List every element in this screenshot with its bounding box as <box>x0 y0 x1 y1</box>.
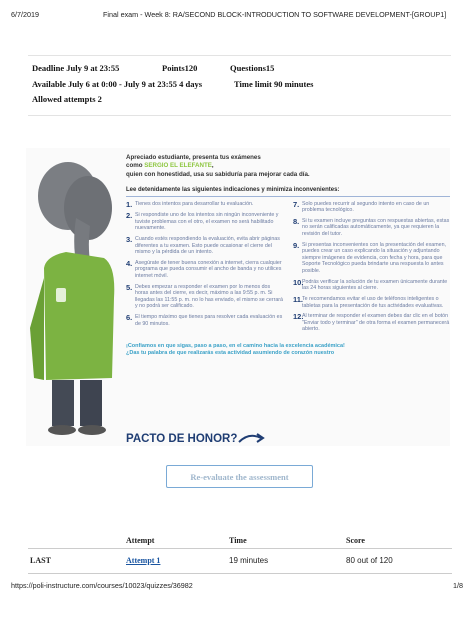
instruction-item: 2. Si respondiste uno de los intentos sin ningún inconveniente y tuviste problemas con el otro, el examen no será habilitado nuevamente. <box>126 211 279 232</box>
intro-line-2: como SERGIO EL ELEFANTE, <box>126 162 214 170</box>
instruction-item: 11. Te recomendamos evitar el uso de teléfonos inteligentes o tabletas para la presentación de tus actividades evaluativas. <box>293 294 444 309</box>
print-date: 6/7/2019 <box>11 10 39 19</box>
deadline-text: Deadline July 9 at 23:55 <box>32 63 120 73</box>
top-divider <box>28 55 451 56</box>
time-limit-text: Time limit 90 minutes <box>234 79 314 89</box>
print-footer <box>11 581 463 590</box>
intro-line-3: quien con honestidad, usa su sabiduría para mejorar cada día. <box>126 170 310 178</box>
reevaluate-button[interactable]: Re-evaluate the assessment <box>166 465 313 488</box>
instructions-right-column <box>293 201 450 337</box>
print-url: https://poli-instructure.com/courses/10023/quizzes/36982 <box>11 581 193 590</box>
instructions-subheading: Lee detenidamente las siguientes indicaciones y minimiza inconvenientes: <box>126 187 450 197</box>
banner-footer-line-2: ¿Das tu palabra de que realizarás esta actividad asumiendo de corazón nuestro <box>126 350 335 357</box>
time-column-header: Time <box>229 536 247 545</box>
attempt-score: 80 out of 120 <box>346 556 393 565</box>
table-header <box>28 532 452 548</box>
available-text: Available July 6 at 0:00 - July 9 at 23:55 4 days <box>32 79 203 89</box>
instructions-left-column <box>126 201 283 337</box>
instruction-item: 8. Si tu examen incluye preguntas con respuestas abiertas, estas no serán calificadas automáticamente, ya que requieren la revisión del tutor. <box>293 216 450 238</box>
banner-footer-line-1: ¡Confiamos en que sigas, paso a paso, en el camino hacia la excelencia académica! <box>126 342 345 349</box>
instruction-item: 3. Cuando estés respondiendo la evaluación, evita abrir páginas diferentes a tu examen. Esto puede ocasionar el cierre del mismo y la pérdida de un intento. <box>126 234 280 256</box>
intro-line-1: Apreciado estudiante, presenta tus exámenes <box>126 154 261 161</box>
instruction-item: 5. Debes empezar a responder el examen por lo menos dos horas antes del cierre, es decir, máximo a las 9:55 p. m. Si llegadas las 11:55 p. m. no lo has enviado, el mismo se cerrará y no podrá ser calificado. <box>126 282 283 310</box>
instruction-item: 9. Si presentas inconvenientes con la presentación del examen, puedes crear un caso explicando la situación y adjuntando siempre imágenes de evidencia, con fecha y hora, para que Soporte Tecnológico pueda brindarte una respuesta lo antes posible. <box>293 240 446 275</box>
handshake-arrow-icon <box>237 430 267 446</box>
points-text: Points120 <box>162 63 198 73</box>
row-label: LAST <box>30 556 51 565</box>
instruction-item: 12. Al terminar de responder el examen debes dar clic en el botón "Enviar todo y terminar" de otra forma el examen permanecerá abierto. <box>293 312 450 333</box>
instruction-item: 4. Asegúrate de tener buena conexión a internet, cierra cualquier programa que pueda consumir el ancho de banda y no utilices internet móvil. <box>126 258 282 279</box>
meta-divider <box>28 115 451 116</box>
instructions-banner <box>26 148 450 446</box>
instruction-item: 1. Tienes dos intentos para desarrollar tu evaluación. <box>126 199 254 209</box>
instruction-item: 10. Podrás verificar la solución de tu examen únicamente durante las 24 horas siguientes al cierre. <box>293 277 448 292</box>
print-header <box>11 10 463 24</box>
honor-pact <box>126 430 267 446</box>
elephant-mascot-illustration <box>26 148 126 446</box>
print-title: Final exam - Week 8: RA/SECOND BLOCK-INTRODUCTION TO SOFTWARE DEVELOPMENT-[GROUP1] <box>103 10 447 19</box>
allowed-attempts-text: Allowed attempts 2 <box>32 94 102 104</box>
score-column-header: Score <box>346 536 365 545</box>
table-row <box>28 548 452 574</box>
page-number: 1/8 <box>453 581 463 590</box>
questions-text: Questions15 <box>230 63 275 73</box>
attempt-link[interactable]: Attempt 1 <box>126 556 161 565</box>
instruction-item: 7. Solo puedes recurrir al segundo intento en caso de un problema tecnológico. <box>293 199 430 214</box>
mascot-name: SERGIO EL ELEFANTE <box>144 162 212 170</box>
honor-pact-label: PACTO DE HONOR? <box>126 433 238 445</box>
instruction-item: 6. El tiempo máximo que tienes para resolver cada evaluación es de 90 minutos. <box>126 313 283 327</box>
attempt-column-header: Attempt <box>126 536 155 545</box>
attempt-time: 19 minutes <box>229 556 269 565</box>
